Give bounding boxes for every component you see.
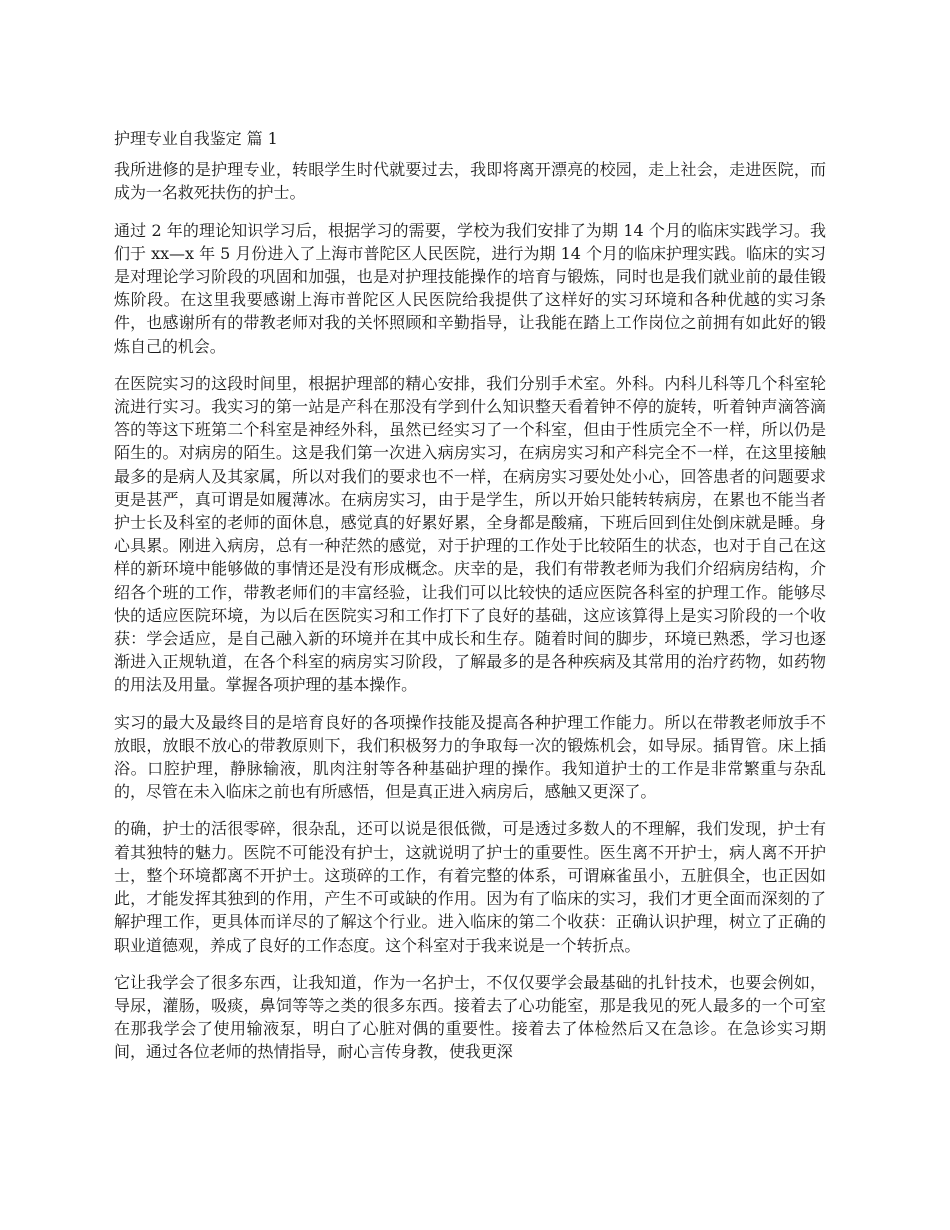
document-page <box>114 127 826 1078</box>
paragraph: 在医院实习的这段时间里，根据护理部的精心安排，我们分别手术室。外科。内科儿科等几个科室轮流进行实习。我实习的第一站是产科在那没有学到什么知识整天看着钟不停的旋转，听着钟声滴答滴答的等这下班第二个科室是神经外科，虽然已经实习了一个科室，但由于性质完全不一样，所以仍是陌生的。对病房的陌生。这是我们第一次进入病房实习，在病房实习和产科完全不一样，在这里接触最多的是病人及其家属，所以对我们的要求也不一样，在病房实习要处处小心，回答患者的问题要求更是甚严，真可谓是如履薄冰。在病房实习，由于是学生，所以开始只能转转病房，在累也不能当者护士长及科室的老师的面休息，感觉真的好累好累，全身都是酸痛，下班后回到住处倒床就是睡。身心具累。刚进入病房，总有一种茫然的感觉，对于护理的工作处于比较陌生的状态，也对于自己在这样的新环境中能够做的事情还是没有形成概念。庆幸的是，我们有带教老师为我们介绍病房结构，介绍各个班的工作，带教老师们的丰富经验，让我们可以比较快的适应医院各科室的护理工作。能够尽快的适应医院环境，为以后在医院实习和工作打下了良好的基础，这应该算得上是实习阶段的一个收获：学会适应，是自己融入新的环境并在其中成长和生存。随着时间的脚步，环境已熟悉，学习也逐渐进入正规轨道，在各个科室的病房实习阶段，了解最多的是各种疾病及其常用的治疗药物，如药物的用法及用量。掌握各项护理的基本操作。 <box>114 373 826 695</box>
paragraph: 我所进修的是护理专业，转眼学生时代就要过去，我即将离开漂亮的校园，走上社会，走进医院，而成为一名救死扶伤的护士。 <box>114 160 826 203</box>
document-title: 护理专业自我鉴定 篇 1 <box>114 129 278 148</box>
paragraph: 通过 2 年的理论知识学习后，根据学习的需要，学校为我们安排了为期 14 个月的临床实践学习。我们于 xx—x 年 5 月份进入了上海市普陀区人民医院，进行为期 14 个月的临床护理实践。临床的实习是对理论学习阶段的巩固和加强，也是对护理技能操作的培育与锻炼，同时也是我们就业前的最佳锻炼阶段。在这里我要感谢上海市普陀区人民医院给我提供了这样好的实习环境和各种优越的实习条件，也感谢所有的带教老师对我的关怀照顾和辛勤指导，让我能在踏上工作岗位之前拥有如此好的锻炼自己的机会。 <box>114 220 826 356</box>
paragraph: 实习的最大及最终目的是培育良好的各项操作技能及提高各种护理工作能力。所以在带教老师放手不放眼，放眼不放心的带教原则下，我们积极努力的争取每一次的锻炼机会，如导尿。插胃管。床上插浴。口腔护理，静脉输液，肌肉注射等各种基础护理的操作。我知道护士的工作是非常繁重与杂乱的，尽管在未入临床之前也有所感悟，但是真正进入病房后，感触又更深了。 <box>114 712 826 802</box>
paragraph: 它让我学会了很多东西，让我知道，作为一名护士，不仅仅要学会最基础的扎针技术，也要会例如，导尿，灌肠，吸痰，鼻饲等等之类的很多东西。接着去了心功能室，那是我见的死人最多的一个可室在那我学会了使用输液泵，明白了心脏对偶的重要性。接着去了体检然后又在急诊。在急诊实习期间，通过各位老师的热情指导，耐心言传身教，使我更深 <box>114 972 826 1062</box>
paragraph: 的确，护士的活很零碎，很杂乱，还可以说是很低微，可是透过多数人的不理解，我们发现，护士有着其独特的魅力。医院不可能没有护士，这就说明了护士的重要性。医生离不开护士，病人离不开护士，整个环境都离不开护士。这琐碎的工作，有着完整的体系，可谓麻雀虽小，五脏俱全，也正因如此，才能发挥其独到的作用，产生不可或缺的作用。因为有了临床的实习，我们才更全面而深刻的了解护理工作，更具体而详尽的了解这个行业。进入临床的第二个收获：正确认识护理，树立了正确的职业道德观，养成了良好的工作态度。这个科室对于我来说是一个转折点。 <box>114 819 826 955</box>
